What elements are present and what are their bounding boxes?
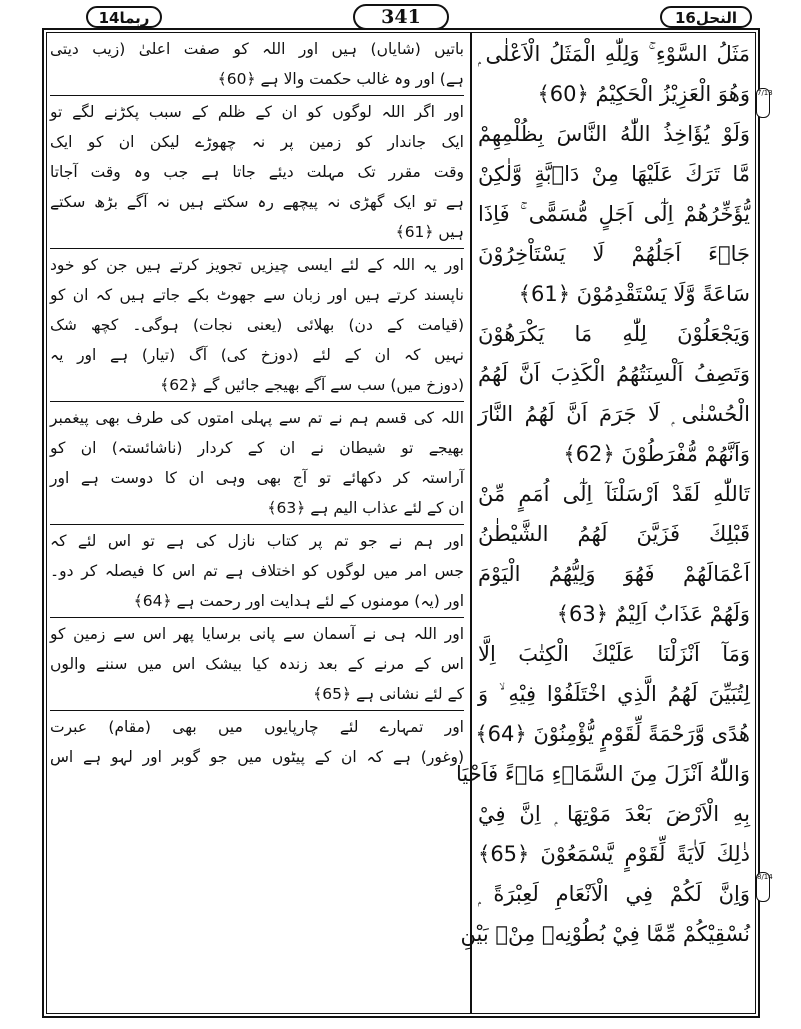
urdu-line: نہیں کہ ان کے لئے (دوزخ کی) آگ (تیار) ہے اور یہ [50,346,464,364]
column-divider [470,32,472,1014]
ayah-separator [50,95,464,96]
urdu-line: اور ہم نے جو تم پر کتاب نازل کی ہے تو اس لئے کہ [50,532,464,550]
arabic-line: يُّؤَخِّرُهُمْ اِلٰٓى اَجَلٍ مُّسَمًّى ۚ فَاِذَا [478,202,750,226]
arabic-line: هُدًى وَّرَحْمَةً لِّقَوْمٍ يُّؤْمِنُوْنَ ﴿64﴾ [475,722,750,746]
arabic-line: سَاعَةً وَّلَا يَسْتَقْدِمُوْنَ ﴿61﴾ [518,282,750,306]
arabic-line: تَاللّٰهِ لَقَدْ اَرْسَلْنَآ اِلٰٓى اُمَمٍ مِّنْ [478,482,750,506]
urdu-line: اللہ کی قسم ہم نے تم سے پہلی امتوں کی طرف بھی پیغمبر [50,409,464,427]
ayah-separator [50,248,464,249]
arabic-line: مَّا تَرَكَ عَلَيْهَا مِنْ دَاۗبَّةٍ وَّلٰكِنْ [478,162,750,186]
arabic-line: وَتَصِفُ اَلْسِنَتُهُمُ الْكَذِبَ اَنَّ لَهُمُ [478,362,750,386]
arabic-line: قَبْلِكَ فَزَيَّنَ لَهُمُ الشَّيْطٰنُ [478,522,750,546]
ayah-separator [50,401,464,402]
ayah-separator [50,617,464,618]
urdu-line: ایک جاندار کو زمین پر نہ چھوڑے لیکن ان کو ایک [50,133,464,151]
arabic-line: وَاِنَّ لَكُمْ فِي الْاَنْعَامِ لَعِبْرَةً ۭ [478,882,750,906]
urdu-line: اس کے مرنے کے بعد زندہ کیا بیشک اس میں سننے والوں [50,655,464,673]
arabic-line: وَاَنَّهُمْ مُّفْرَطُوْنَ ﴿62﴾ [563,442,750,466]
arabic-line: وَيَجْعَلُوْنَ لِلّٰهِ مَا يَكْرَهُوْنَ [478,322,750,346]
urdu-line: ان کے لئے عذاب الیم ہے ﴿63﴾ [267,499,464,517]
arabic-line: وَمَآ اَنْزَلْنَا عَلَيْكَ الْكِتٰبَ اِلَّا [478,642,750,666]
arabic-line: ذٰلِكَ لَاٰيَةً لِّقَوْمٍ يَّسْمَعُوْنَ ﴿65﴾ [478,842,750,866]
arabic-line: لِتُبَيِّنَ لَهُمُ الَّذِي اخْتَلَفُوْا فِيْهِ ۙ وَ [478,682,750,706]
arabic-line: وَهُوَ الْعَزِيْزُ الْحَكِيْمُ ﴿60﴾ [537,82,750,106]
urdu-line: باتیں (شایاں) ہیں اور اللہ کو صفت اعلیٰ (زیب دیتی [50,40,464,58]
urdu-line: (وغور) ہے کہ ان کے پیٹوں میں جو گوبر اور لہو ہے اس [50,748,464,766]
arabic-line: بِهِ الْاَرْضَ بَعْدَ مَوْتِهَا ۭ اِنَّ فِيْ [478,802,750,826]
urdu-line: اور اگر اللہ لوگوں کو ان کے ظلم کے سبب پکڑنے لگے تو [50,103,464,121]
urdu-line: ہیں ﴿61﴾ [395,223,464,241]
urdu-line: آراستہ کر دکھائے تو آج بھی وہی ان کا دوست ہے اور [50,469,464,487]
ruku-marker: 7/13 [756,88,770,118]
urdu-line: ہے تو ایک گھڑی نہ پیچھے رہ سکتے ہیں نہ آگے بڑھ سکتے [50,193,464,211]
para-label: ربما14 [86,6,162,28]
urdu-line: اور (یہ) مومنوں کے لئے ہدایت اور رحمت ہے ﴿64﴾ [133,592,464,610]
ruku-marker: 8/14 [756,872,770,902]
urdu-line: جس امر میں لوگوں کو اختلاف ہے تم اس کا فیصلہ کر دو۔ [50,562,464,580]
urdu-line: بھیجے تو شیطان نے ان کے کردار (ناشائستہ) ان کو [50,439,464,457]
ayah-separator [50,710,464,711]
surah-label: النحل16 [660,6,752,28]
arabic-line: وَلَهُمْ عَذَابٌ اَلِيْمٌ ﴿63﴾ [556,602,750,626]
arabic-line: وَلَوْ يُؤَاخِذُ اللّٰهُ النَّاسَ بِظُلْمِهِمْ [478,122,750,146]
arabic-line: نُسْقِيْكُمْ مِّمَّا فِيْ بُطُوْنِهٖ مِنْۢ بَيْنِ [460,922,750,946]
arabic-column [456,34,750,954]
arabic-line: وَاللّٰهُ اَنْزَلَ مِنَ السَّمَاۗءِ مَاۗءً فَاَحْيَا [456,762,750,786]
arabic-line: الْحُسْنٰى ۭ لَا جَرَمَ اَنَّ لَهُمُ النَّارَ [478,402,750,426]
arabic-line: اَعْمَالَهُمْ فَهُوَ وَلِيُّهُمُ الْيَوْمَ [478,562,750,586]
urdu-line: کے لئے نشانی ہے ﴿65﴾ [313,685,464,703]
ayah-separator [50,524,464,525]
urdu-line: وقت مقرر تک مہلت دیئے جاتا ہے جب وہ وقت آجاتا [50,163,464,181]
urdu-line: ہے) اور وہ غالب حکمت والا ہے ﴿60﴾ [217,70,464,88]
urdu-line: اور تمہارے لئے چارپایوں میں بھی (مقام) عبرت [50,718,464,736]
urdu-column [50,34,464,772]
urdu-line: اور اللہ ہی نے آسمان سے پانی برسایا پھر اس سے زمین کو [50,625,464,643]
urdu-line: ناپسند کرتے ہیں اور زبان سے جھوٹ بکے جاتے ہیں کہ ان کو [50,286,464,304]
page-number: 341 [353,4,449,30]
urdu-line: (قیامت کے دن) بھلائی (یعنی نجات) ہوگی۔ کچھ شک [50,316,464,334]
arabic-line: مَثَلُ السَّوْءِ ۚ وَلِلّٰهِ الْمَثَلُ الْاَعْلٰى ۭ [478,42,750,66]
arabic-line: جَاۗءَ اَجَلُهُمْ لَا يَسْتَاْخِرُوْنَ [478,242,750,266]
urdu-line: (دوزخ میں) سب سے آگے بھیجے جائیں گے ﴿62﴾ [160,376,464,394]
urdu-line: اور یہ اللہ کے لئے ایسی چیزیں تجویز کرتے ہیں جن کو خود [50,256,464,274]
